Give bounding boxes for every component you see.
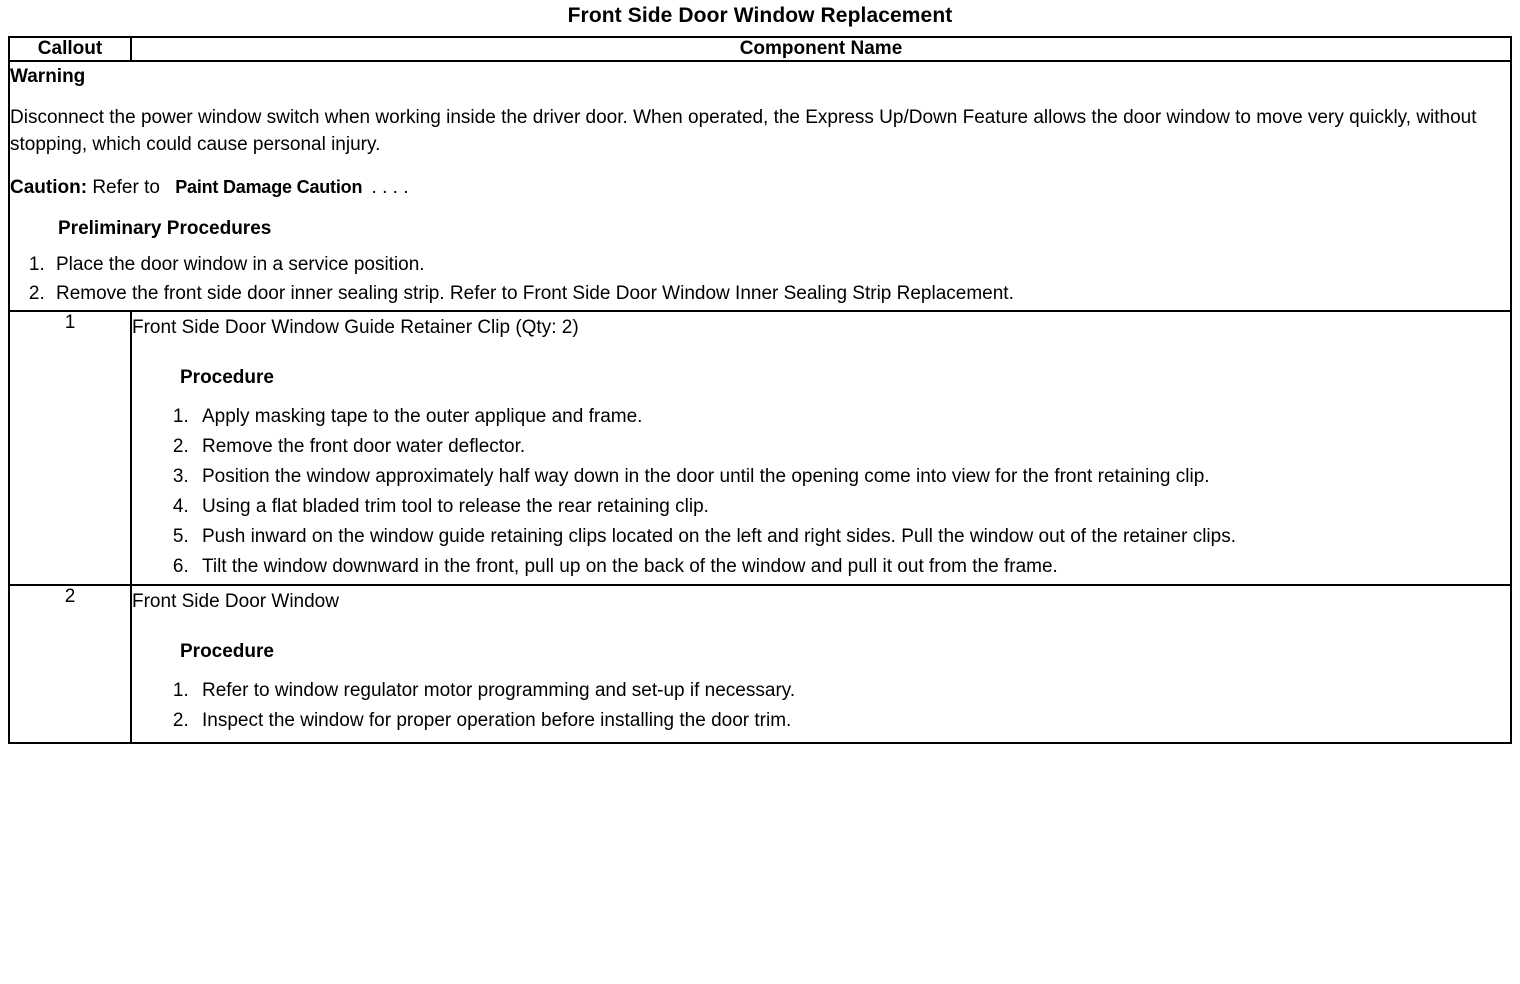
preliminary-steps-list — [10, 252, 1510, 308]
list-item: 2. Inspect the window for proper operation before installing the door trim. — [194, 708, 1510, 735]
column-header-callout: Callout — [9, 37, 131, 61]
list-item: 3. Position the window approximately half way down in the door until the opening come into view for the front retaining clip. — [194, 464, 1510, 491]
table-row — [9, 585, 1511, 743]
list-item: 2. Remove the front door water deflector. — [194, 434, 1510, 461]
procedure-steps-list — [132, 678, 1510, 735]
warning-row — [9, 61, 1511, 311]
document-page — [0, 4, 1520, 744]
caution-label: Caution: — [10, 176, 88, 198]
component-name: Front Side Door Window — [132, 591, 339, 613]
column-header-component: Component Name — [131, 37, 1511, 61]
list-item: 1. Refer to window regulator motor programming and set-up if necessary. — [194, 678, 1510, 705]
procedure-heading: Procedure — [180, 640, 274, 662]
list-item: 1. Place the door window in a service position. — [50, 252, 1510, 279]
page-title: Front Side Door Window Replacement — [567, 4, 953, 27]
warning-heading: Warning — [10, 66, 86, 87]
procedure-heading: Procedure — [180, 366, 274, 388]
caution-text: Refer to — [92, 176, 160, 198]
component-cell — [131, 311, 1511, 585]
caution-trailing-text: . . . . — [371, 176, 409, 198]
component-cell-inner — [132, 589, 1510, 742]
list-item: 6. Tilt the window downward in the front, pull up on the back of the window and pull it out from the frame. — [194, 554, 1510, 581]
component-name: Front Side Door Window Guide Retainer Clip (Qty: 2) — [132, 316, 579, 338]
list-item: 2. Remove the front side door inner sealing strip. Refer to Front Side Door Window Inner Sealing Strip Replacement. — [50, 281, 1510, 308]
callout-number: 1 — [9, 311, 131, 585]
warning-body: Disconnect the power window switch when working inside the driver door. When operated, the Express Up/Down Feature allows the door window to move very quickly, without stopping, which could cause personal injury. — [10, 106, 1477, 156]
preliminary-procedures-heading: Preliminary Procedures — [58, 218, 272, 240]
list-item: 5. Push inward on the window guide retaining clips located on the left and right sides. Pull the window out of the retainer clips. — [194, 524, 1510, 551]
caution-link[interactable]: Paint Damage Caution — [175, 176, 363, 197]
list-item: 1. Apply masking tape to the outer applique and frame. — [194, 404, 1510, 431]
list-item: 4. Using a flat bladed trim tool to release the rear retaining clip. — [194, 494, 1510, 521]
table-header-row — [9, 37, 1511, 61]
component-cell — [131, 585, 1511, 743]
warning-cell — [9, 61, 1511, 311]
procedure-steps-list — [132, 404, 1510, 581]
procedure-table — [8, 36, 1512, 744]
caution-line — [10, 175, 1510, 201]
table-row — [9, 311, 1511, 585]
callout-number: 2 — [9, 585, 131, 743]
